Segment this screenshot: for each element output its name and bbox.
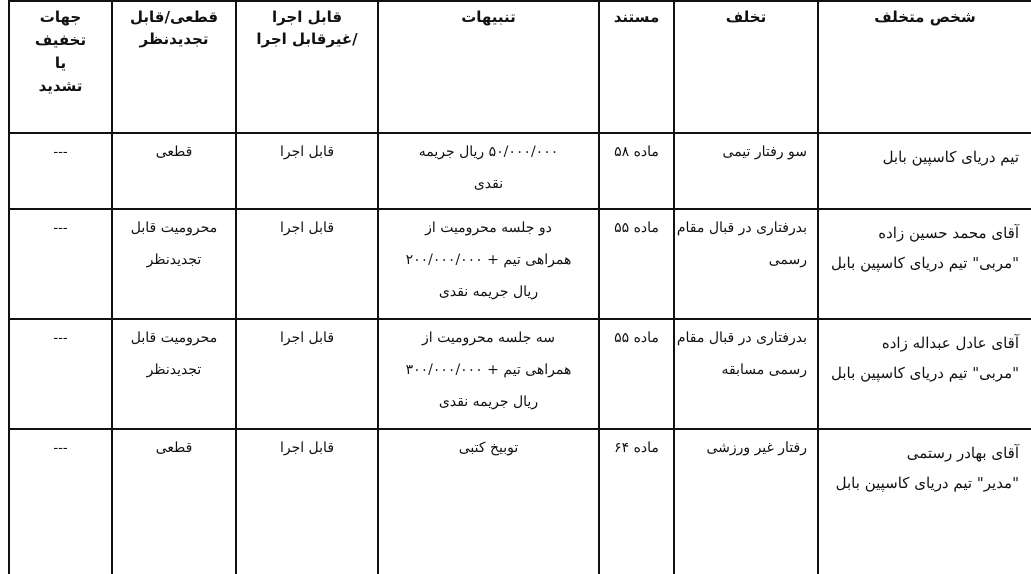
header-penalty: تنبیهات [378, 1, 599, 133]
header-row [9, 1, 1031, 133]
cell-penalty: توبیخ کتبی [378, 429, 599, 574]
cell-violation: رفتار غیر ورزشی [674, 429, 818, 574]
table-row [9, 319, 1031, 429]
cell-penalty: ۵۰/۰۰۰/۰۰۰ ریال جریمه نقدی [378, 133, 599, 209]
header-reduction: جهات تخفیف یا تشدید [9, 1, 112, 133]
header-enforceable: قابل اجرا /غیرقابل اجرا [236, 1, 378, 133]
disciplinary-ruling-document [8, 0, 1031, 569]
cell-final: محرومیت قابل تجدیدنظر [112, 209, 236, 319]
cell-violation: بدرفتاری در قبال مقام رسمی [674, 209, 818, 319]
cell-reduction: --- [9, 429, 112, 574]
cell-article: ماده ۵۵ [599, 209, 674, 319]
header-article: مستند [599, 1, 674, 133]
cell-offender: تیم دریای کاسپین بابل [818, 133, 1031, 209]
cell-reduction: --- [9, 133, 112, 209]
header-offender: شخص متخلف [818, 1, 1031, 133]
cell-enforceable: قابل اجرا [236, 319, 378, 429]
table-row [9, 209, 1031, 319]
cell-violation: سو رفتار تیمی [674, 133, 818, 209]
cell-article: ماده ۵۸ [599, 133, 674, 209]
cell-penalty: سه جلسه محرومیت از همراهی تیم + ۳۰۰/۰۰۰/۰۰۰ ریال جریمه نقدی [378, 319, 599, 429]
cell-reduction: --- [9, 319, 112, 429]
cell-violation: بدرفتاری در قبال مقام رسمی مسابقه [674, 319, 818, 429]
cell-article: ماده ۵۵ [599, 319, 674, 429]
cell-final: قطعی [112, 133, 236, 209]
header-violation: تخلف [674, 1, 818, 133]
table-row [9, 429, 1031, 574]
cell-article: ماده ۶۴ [599, 429, 674, 574]
header-final: قطعی/قابل تجدیدنظر [112, 1, 236, 133]
cell-penalty: دو جلسه محرومیت از همراهی تیم + ۲۰۰/۰۰۰/۰۰۰ ریال جریمه نقدی [378, 209, 599, 319]
cell-enforceable: قابل اجرا [236, 133, 378, 209]
cell-final: قطعی [112, 429, 236, 574]
cell-enforceable: قابل اجرا [236, 209, 378, 319]
cell-offender: آقای محمد حسین زاده "مربی" تیم دریای کاسپین بابل [818, 209, 1031, 319]
table-row [9, 133, 1031, 209]
cell-offender: آقای بهادر رستمی "مدیر" تیم دریای کاسپین بابل [818, 429, 1031, 574]
cell-reduction: --- [9, 209, 112, 319]
cell-offender: آقای عادل عبداله زاده "مربی" تیم دریای کاسپین بابل [818, 319, 1031, 429]
cell-enforceable: قابل اجرا [236, 429, 378, 574]
cell-final: محرومیت قابل تجدیدنظر [112, 319, 236, 429]
ruling-table [8, 0, 1031, 574]
